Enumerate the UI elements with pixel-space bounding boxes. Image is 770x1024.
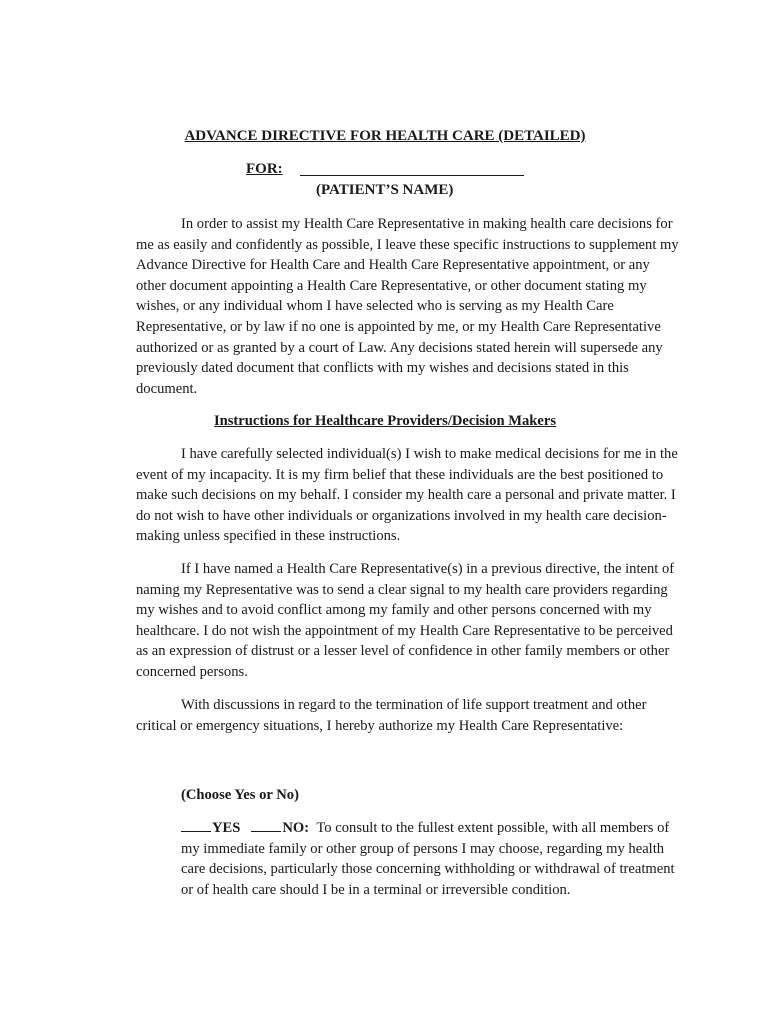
yes-label: YES [212,820,241,836]
no-label: NO: [282,820,310,836]
no-blank-field[interactable] [251,819,281,832]
previous-directive-paragraph: If I have named a Health Care Representative(s) in a previous directive, the intent of naming my Representative was to send a clear signal to my health care providers regarding my wishes and to avoid conflict among my family and other persons concerned with my healthcare. I do not wish the appointment of my Health Care Representative to be perceived as an expression of distrust or a lesser level of confidence in other family members or other concerned persons. [136,561,675,680]
authorization-paragraph: With discussions in regard to the termination of life support treatment and other critical or emergency situations, I hereby authorize my Health Care Representative: [136,697,647,734]
yes-blank-field[interactable] [181,819,211,832]
selection-paragraph: I have carefully selected individual(s) I wish to make medical decisions for me in the event of my incapacity. It is my firm belief that these individuals are the best positioned to make such decisions on my behalf. I consider my health care a personal and private matter. I do not wish to have other individuals or organizations involved in my health care decision-making unless specified in these instructions. [136,446,678,545]
document-title: ADVANCE DIRECTIVE FOR HEALTH CARE (DETAILED) [184,128,586,144]
option-text: To consult to the fullest extent possible, with all members of my immediate family or other group of persons I may choose, regarding my health care decisions, particularly those concerning withholding or withdrawal of treatment or of health care should I be in a terminal or irreversible condition. [181,820,675,898]
patient-name-label: (PATIENT’S NAME) [316,182,454,198]
yes-no-option [181,818,681,900]
for-label: FOR: [246,161,283,177]
choose-yes-no-label: (Choose Yes or No) [181,787,299,803]
section-heading: Instructions for Healthcare Providers/Decision Makers [213,413,557,429]
patient-name-field[interactable] [300,175,524,176]
intro-paragraph: In order to assist my Health Care Representative in making health care decisions for me as easily and confidently as possible, I leave these specific instructions to supplement my Advance Directive for Health Care and Health Care Representative appointment, or any other document appointing a Health Care Representative, or other document stating my wishes, or any individual whom I have selected who is serving as my Health Care Representative, or by law if no one is appointed by me, or my Health Care Representative authorized or as granted by a court of Law. Any decisions stated herein will supersede any previously dated document that conflicts with my wishes and decisions stated in this document. [136,216,679,397]
for-row [246,160,283,178]
